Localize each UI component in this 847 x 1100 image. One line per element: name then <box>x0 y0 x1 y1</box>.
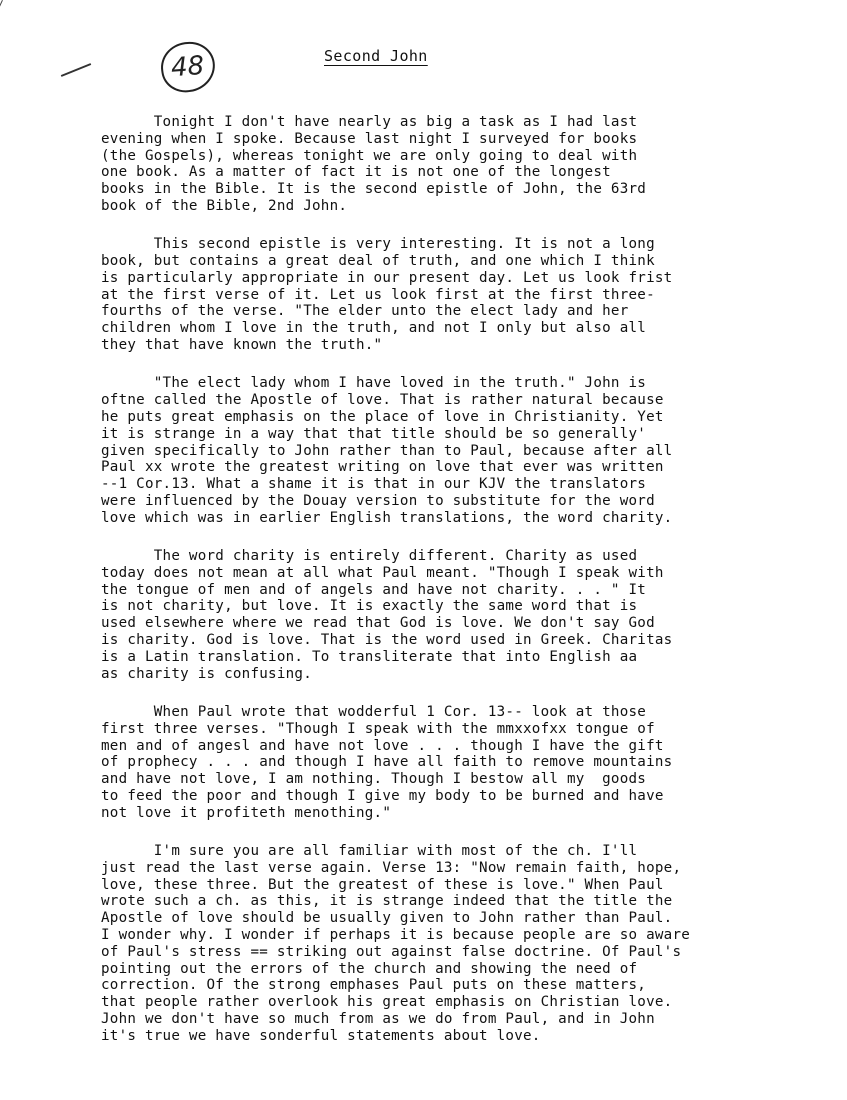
text-line: When Paul wrote that wodderful 1 Cor. 13-- look at those <box>101 703 647 720</box>
text-line: it's true we have sonderful statements about love. <box>101 1027 541 1044</box>
text-line: used elsewhere where we read that God is love. We don't say God <box>101 615 655 632</box>
text-line: Tonight I don't have nearly as big a task as I had last <box>101 114 638 130</box>
text-line: love, these three. But the greatest of these is love." When Paul <box>101 876 664 893</box>
text-line: book, but contains a great deal of truth, and one which I think <box>101 253 655 270</box>
text-line: John we don't have so much from as we do from Paul, and in John <box>101 1010 655 1027</box>
text-line: is a Latin translation. To transliterate that into English aa <box>101 648 638 665</box>
text-line: one book. As a matter of fact it is not one of the longest <box>101 164 611 181</box>
text-line: it is strange in a way that that title should be so generally' <box>101 425 647 442</box>
text-line: that people rather overlook his great emphasis on Christian love. <box>101 994 673 1011</box>
paragraph <box>101 236 811 354</box>
text-line: just read the last verse again. Verse 13: "Now remain faith, hope, <box>101 859 682 876</box>
paragraph <box>101 704 811 822</box>
text-line: (the Gospels), whereas tonight we are only going to deal with <box>101 147 638 164</box>
text-line: the tongue of men and of angels and have not charity. . . " It <box>101 581 647 598</box>
paragraph <box>101 548 811 682</box>
text-line: correction. Of the strong emphases Paul puts on these matters, <box>101 977 647 994</box>
text-line: were influenced by the Douay version to substitute for the word <box>101 492 655 509</box>
text-line: This second epistle is very interesting. It is not a long <box>101 236 655 253</box>
text-line: at the first verse of it. Let us look first at the first three- <box>101 286 655 303</box>
paragraph <box>101 843 811 1045</box>
pen-dash-mark <box>61 63 91 77</box>
text-line: first three verses. "Though I speak with the mmxxofxx tongue of <box>101 720 655 737</box>
text-line: and have not love, I am nothing. Though I bestow all my goods <box>101 771 647 788</box>
paragraph <box>101 375 811 526</box>
text-line: I'm sure you are all familiar with most of the ch. I'll <box>101 842 638 859</box>
text-line: --1 Cor.13. What a shame it is that in our KJV the translators <box>101 476 647 493</box>
text-line: is particularly appropriate in our present day. Let us look frist <box>101 269 673 286</box>
text-line: men and of angesl and have not love . . . though I have the gift <box>101 737 664 754</box>
page-title: Second John <box>324 47 428 65</box>
page-number-circle <box>158 38 218 95</box>
text-line: children whom I love in the truth, and not I only but also all <box>101 320 647 337</box>
text-line: they that have known the truth." <box>101 337 383 354</box>
text-line: wrote such a ch. as this, it is strange indeed that the title the <box>101 893 673 910</box>
text-line: Apostle of love should be usually given to John rather than Paul. <box>101 910 673 927</box>
text-line: The word charity is entirely different. Charity as used <box>101 548 638 565</box>
text-line: of Paul's stress == striking out against false doctrine. Of Paul's <box>101 943 682 960</box>
text-line: book of the Bible, 2nd John. <box>101 197 348 214</box>
text-line: today does not mean at all what Paul meant. "Though I speak with <box>101 564 664 581</box>
paragraph <box>101 114 811 215</box>
text-line: given specifically to John rather than to Paul, because after all <box>101 442 673 459</box>
text-line: to feed the poor and though I give my body to be burned and have <box>101 787 664 804</box>
text-line: as charity is confusing. <box>101 665 312 682</box>
text-line: love which was in earlier English translations, the word charity. <box>101 509 673 526</box>
pen-stroke-mark <box>0 0 3 37</box>
text-line: is not charity, but love. It is exactly the same word that is <box>101 598 638 615</box>
text-line: oftne called the Apostle of love. That is rather natural because <box>101 392 664 409</box>
text-line: not love it profiteth menothing." <box>101 804 392 821</box>
text-line: pointing out the errors of the church and showing the need of <box>101 960 638 977</box>
text-line: fourths of the verse. "The elder unto the elect lady and her <box>101 303 629 320</box>
page-number: 48 <box>170 50 206 84</box>
text-line: I wonder why. I wonder if perhaps it is because people are so aware <box>101 926 691 943</box>
text-line: he puts great emphasis on the place of love in Christianity. Yet <box>101 408 664 425</box>
text-line: of prophecy . . . and though I have all faith to remove mountains <box>101 754 673 771</box>
text-line: Paul xx wrote the greatest writing on love that ever was written <box>101 459 664 476</box>
text-line: "The elect lady whom I have loved in the truth." John is <box>101 375 647 392</box>
text-line: books in the Bible. It is the second epistle of John, the 63rd <box>101 181 647 198</box>
text-line: evening when I spoke. Because last night I surveyed for books <box>101 130 638 147</box>
body-text <box>101 114 811 1066</box>
text-line: is charity. God is love. That is the word used in Greek. Charitas <box>101 632 673 649</box>
